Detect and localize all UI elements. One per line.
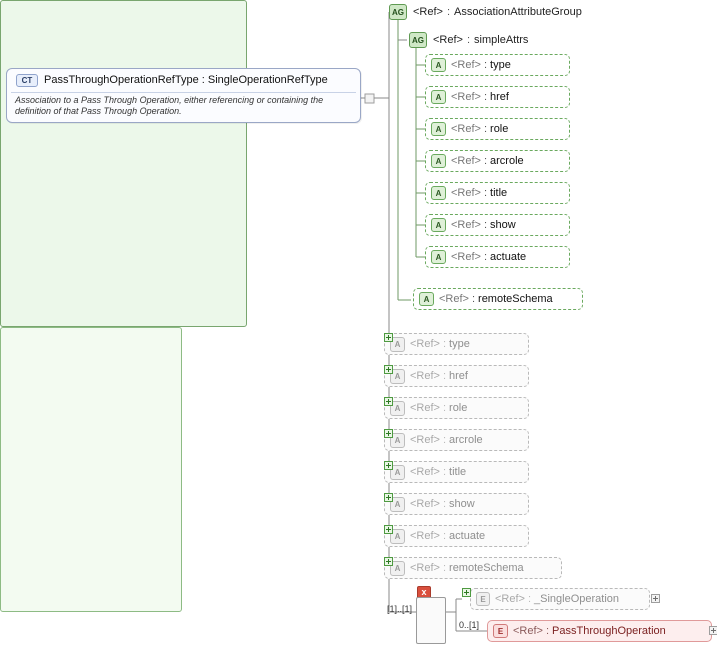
expand-plus-icon[interactable]	[384, 493, 393, 502]
attribute-ref: <Ref>	[451, 187, 481, 199]
attribute-badge: A	[431, 122, 446, 136]
attribute-badge: A	[390, 369, 405, 384]
separator: :	[442, 530, 447, 542]
attribute-badge: A	[431, 218, 446, 232]
expand-plus-icon[interactable]	[384, 397, 393, 406]
attribute-group-ref: <Ref>	[433, 34, 463, 46]
attribute-name: actuate	[449, 530, 486, 542]
root-type-title: PassThroughOperationRefType : SingleOperationRefType	[44, 74, 328, 86]
inherited-attribute-role[interactable]	[384, 397, 529, 419]
attribute-name: title	[490, 187, 508, 199]
attribute-ref: <Ref>	[410, 402, 440, 414]
attribute-ref: <Ref>	[410, 562, 440, 574]
separator: :	[483, 187, 488, 199]
inherited-attribute-title[interactable]	[384, 461, 529, 483]
attribute-name: role	[449, 402, 468, 414]
attribute-name: arcrole	[449, 434, 483, 446]
attribute-badge: A	[431, 186, 446, 200]
attribute-name: title	[449, 466, 467, 478]
inherited-attribute-type[interactable]	[384, 333, 529, 355]
separator: :	[483, 219, 488, 231]
attribute-node-role[interactable]	[425, 118, 570, 140]
inherited-attribute-actuate[interactable]	[384, 525, 529, 547]
expand-box-icon[interactable]	[651, 594, 660, 603]
expand-box-icon[interactable]	[709, 626, 717, 635]
separator: :	[483, 91, 488, 103]
attribute-name: show	[449, 498, 475, 510]
root-description: Association to a Pass Through Operation, either referencing or containing the definition of that Pass Through Operation.	[15, 95, 324, 117]
attribute-name: actuate	[490, 251, 527, 263]
attribute-badge: A	[390, 561, 405, 576]
expand-plus-icon[interactable]	[384, 365, 393, 374]
attribute-group-simpleattrs-header[interactable]	[409, 30, 581, 50]
attribute-ref: <Ref>	[410, 434, 440, 446]
separator: :	[442, 562, 447, 574]
attribute-ref: <Ref>	[451, 91, 481, 103]
attribute-ref: <Ref>	[410, 498, 440, 510]
expand-plus-icon[interactable]	[384, 557, 393, 566]
attribute-name: show	[490, 219, 516, 231]
attribute-name: type	[490, 59, 511, 71]
element-cardinality: 0..[1]	[459, 620, 480, 630]
attribute-badge: A	[390, 401, 405, 416]
attribute-badge: A	[390, 529, 405, 544]
separator: :	[483, 123, 488, 135]
attribute-group-badge: AG	[409, 32, 427, 48]
attribute-group-name: simpleAttrs	[474, 34, 529, 46]
separator: :	[527, 593, 532, 605]
separator: :	[442, 498, 447, 510]
attribute-node-href[interactable]	[425, 86, 570, 108]
attribute-group-association[interactable]	[0, 0, 247, 327]
separator: :	[483, 155, 488, 167]
element-node-single-operation[interactable]	[470, 588, 650, 610]
element-badge: E	[476, 592, 490, 606]
expand-plus-icon[interactable]	[384, 461, 393, 470]
complex-type-badge: CT	[16, 74, 38, 87]
inherited-attribute-show[interactable]	[384, 493, 529, 515]
attribute-ref: <Ref>	[410, 338, 440, 350]
attribute-name: remoteSchema	[478, 293, 553, 305]
attribute-ref: <Ref>	[410, 530, 440, 542]
attribute-badge: A	[390, 337, 405, 352]
separator: :	[442, 370, 447, 382]
attribute-badge: A	[390, 497, 405, 512]
element-name: _SingleOperation	[534, 593, 620, 605]
separator: :	[483, 59, 488, 71]
separator: :	[545, 625, 550, 637]
attribute-node-show[interactable]	[425, 214, 570, 236]
attribute-badge: A	[431, 154, 446, 168]
attribute-ref: <Ref>	[451, 219, 481, 231]
attribute-badge: A	[390, 433, 405, 448]
attribute-group-simpleattrs[interactable]	[0, 327, 182, 612]
expand-plus-icon[interactable]	[384, 429, 393, 438]
element-name: PassThroughOperation	[552, 625, 666, 637]
attribute-node-title[interactable]	[425, 182, 570, 204]
attribute-badge: A	[431, 90, 446, 104]
separator: :	[446, 6, 451, 18]
delete-marker-icon[interactable]: x	[417, 586, 431, 600]
attribute-name: role	[490, 123, 509, 135]
attribute-group-badge: AG	[389, 4, 407, 20]
attribute-group-name: AssociationAttributeGroup	[454, 6, 582, 18]
attribute-badge: A	[390, 465, 405, 480]
attribute-ref: <Ref>	[451, 251, 481, 263]
expand-plus-icon[interactable]	[462, 588, 471, 597]
attribute-node-actuate[interactable]	[425, 246, 570, 268]
attribute-badge: A	[431, 58, 446, 72]
separator: :	[442, 402, 447, 414]
inherited-attribute-arcrole[interactable]	[384, 429, 529, 451]
inherited-attribute-href[interactable]	[384, 365, 529, 387]
element-badge: E	[493, 624, 508, 638]
attribute-group-association-header[interactable]	[389, 2, 626, 22]
attribute-name: href	[449, 370, 468, 382]
attribute-ref: <Ref>	[410, 466, 440, 478]
attribute-name: arcrole	[490, 155, 524, 167]
inherited-attribute-remoteschema[interactable]	[384, 557, 562, 579]
element-node-pass-through-operation[interactable]	[487, 620, 712, 642]
separator: :	[442, 466, 447, 478]
attribute-node-arcrole[interactable]	[425, 150, 570, 172]
separator: :	[483, 251, 488, 263]
attribute-ref: <Ref>	[410, 370, 440, 382]
attribute-name: remoteSchema	[449, 562, 524, 574]
separator: :	[442, 434, 447, 446]
attribute-badge: A	[431, 250, 446, 264]
attribute-node-remoteschema[interactable]	[413, 288, 583, 310]
separator: :	[471, 293, 476, 305]
attribute-name: type	[449, 338, 470, 350]
sequence-compositor[interactable]	[416, 597, 446, 644]
attribute-badge: A	[419, 292, 434, 306]
attribute-ref: <Ref>	[451, 123, 481, 135]
expand-plus-icon[interactable]	[384, 333, 393, 342]
expand-plus-icon[interactable]	[384, 525, 393, 534]
separator: :	[442, 338, 447, 350]
attribute-ref: <Ref>	[439, 293, 469, 305]
attribute-ref: <Ref>	[451, 59, 481, 71]
element-ref: <Ref>	[513, 625, 543, 637]
attribute-node-type[interactable]	[425, 54, 570, 76]
attribute-ref: <Ref>	[451, 155, 481, 167]
attribute-group-ref: <Ref>	[413, 6, 443, 18]
separator: :	[466, 34, 471, 46]
attribute-name: href	[490, 91, 509, 103]
element-ref: <Ref>	[495, 593, 525, 605]
compositor-cardinality: [1]..[1]	[387, 604, 413, 614]
root-type-box[interactable]	[6, 68, 361, 123]
